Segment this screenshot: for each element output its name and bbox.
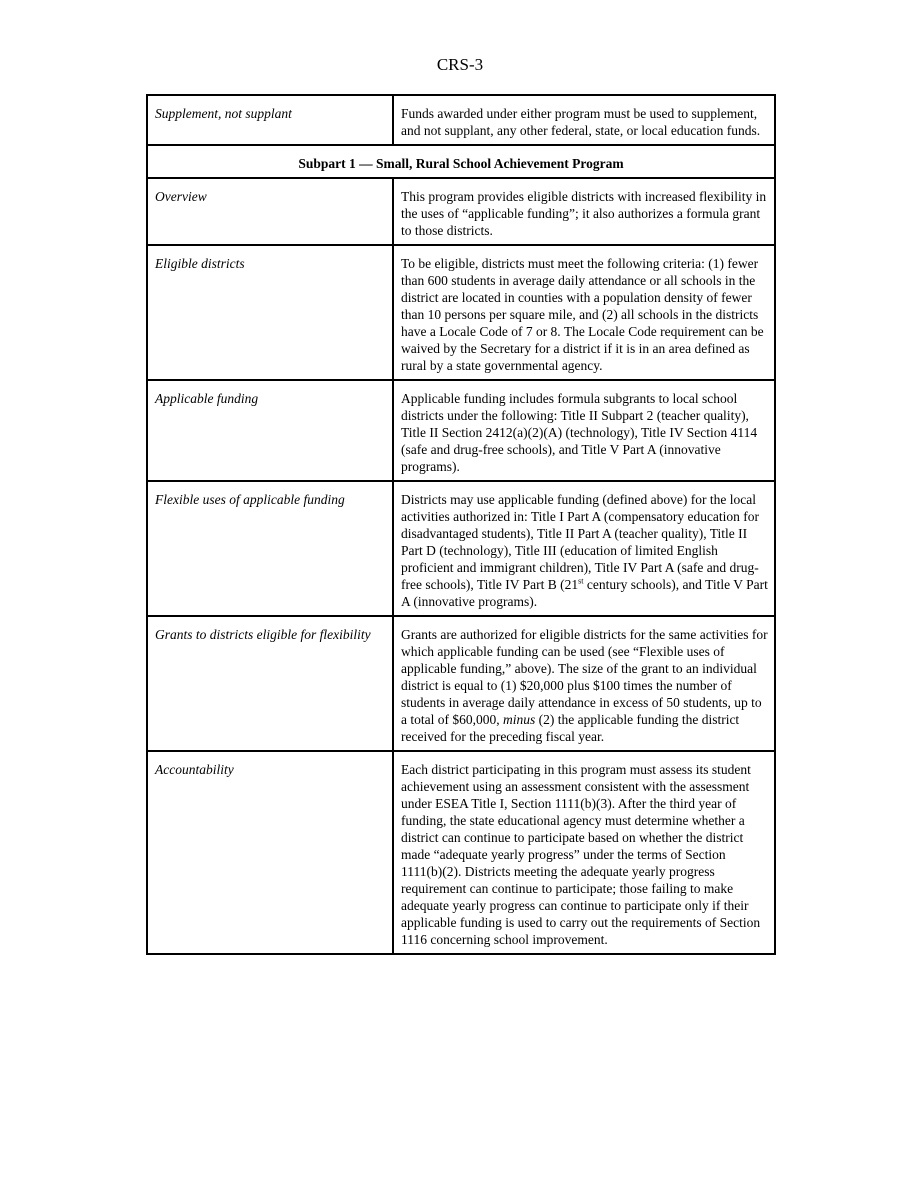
- row-description: Funds awarded under either program must be used to supplement, and not supplant, any other federal, state, or local education funds.: [393, 95, 775, 145]
- row-description: [393, 616, 775, 751]
- table-row: [147, 481, 775, 616]
- page-header: CRS-3: [436, 55, 484, 74]
- row-description: To be eligible, districts must meet the following criteria: (1) fewer than 600 students in average daily attendance or all schools in the district are located in counties with a population density of fewer than 10 persons per square mile, and (2) all schools in the districts have a Locale Code of 7 or 8. The Locale Code requirement can be waived by the Secretary for a district if it is in an area defined as rural by a state governmental agency.: [393, 245, 775, 380]
- row-term: Grants to districts eligible for flexibility: [147, 616, 393, 751]
- ordinal-suffix: st: [578, 576, 584, 586]
- row-description: [393, 481, 775, 616]
- row-term: Flexible uses of applicable funding: [147, 481, 393, 616]
- table-row: [147, 245, 775, 380]
- table-row: [147, 178, 775, 245]
- table-row: [147, 616, 775, 751]
- row-description: This program provides eligible districts with increased flexibility in the uses of “applicable funding”; it also authorizes a formula grant to those districts.: [393, 178, 775, 245]
- row-description: Each district participating in this program must assess its student achievement using an assessment consistent with the assessment under ESEA Title I, Section 1111(b)(3). After the third year of funding, the state educational agency must determine whether a district can continue to participate based on whether the district made “adequate yearly progress” under the terms of Section 1111(b)(2). Districts meeting the adequate yearly progress requirement can continue to participate; those failing to make adequate yearly progress can continue to participate only if their applicable funding is used to carry out the requirements of Section 1116 concerning school improvement.: [393, 751, 775, 954]
- row-term: Overview: [147, 178, 393, 245]
- table-row: [147, 751, 775, 954]
- row-term: Accountability: [147, 751, 393, 954]
- section-title: Subpart 1 — Small, Rural School Achievement Program: [147, 145, 775, 178]
- desc-text: Districts may use applicable funding (defined above) for the local activities authorized in: Title I Part A (compensatory education for disadvantaged students), Title II Part A (teacher quality), Title II Part D (technology), Title III (education of limited English proficient and immigrant children), Title IV Part A (safe and drug-free schools), Title IV Part B (21: [401, 492, 760, 592]
- row-term: Eligible districts: [147, 245, 393, 380]
- emphasis-text: minus: [502, 712, 536, 727]
- table-row: [147, 380, 775, 481]
- row-term: Supplement, not supplant: [147, 95, 393, 145]
- row-term: Applicable funding: [147, 380, 393, 481]
- desc-text: century schools), and Title V Part A (innovative programs).: [401, 577, 768, 609]
- row-description: Applicable funding includes formula subgrants to local school districts under the following: Title II Subpart 2 (teacher quality), Title II Section 2412(a)(2)(A) (technology), Title IV Section 4114 (safe and drug-free schools), and Title V Part A (innovative programs).: [393, 380, 775, 481]
- section-header-row: [147, 145, 775, 178]
- desc-text: Grants are authorized for eligible districts for the same activities for which applicable funding can be used (see “Flexible uses of applicable funding,” above). The size of the grant to an individual district is equal to (1) $20,000 plus $100 times the number of students in average daily attendance in excess of 50 students, up to a total of $60,000,: [401, 627, 768, 727]
- table-row: [147, 95, 775, 145]
- provisions-table: [146, 94, 776, 955]
- desc-text: (2) the applicable funding the district received for the preceding fiscal year.: [401, 712, 740, 744]
